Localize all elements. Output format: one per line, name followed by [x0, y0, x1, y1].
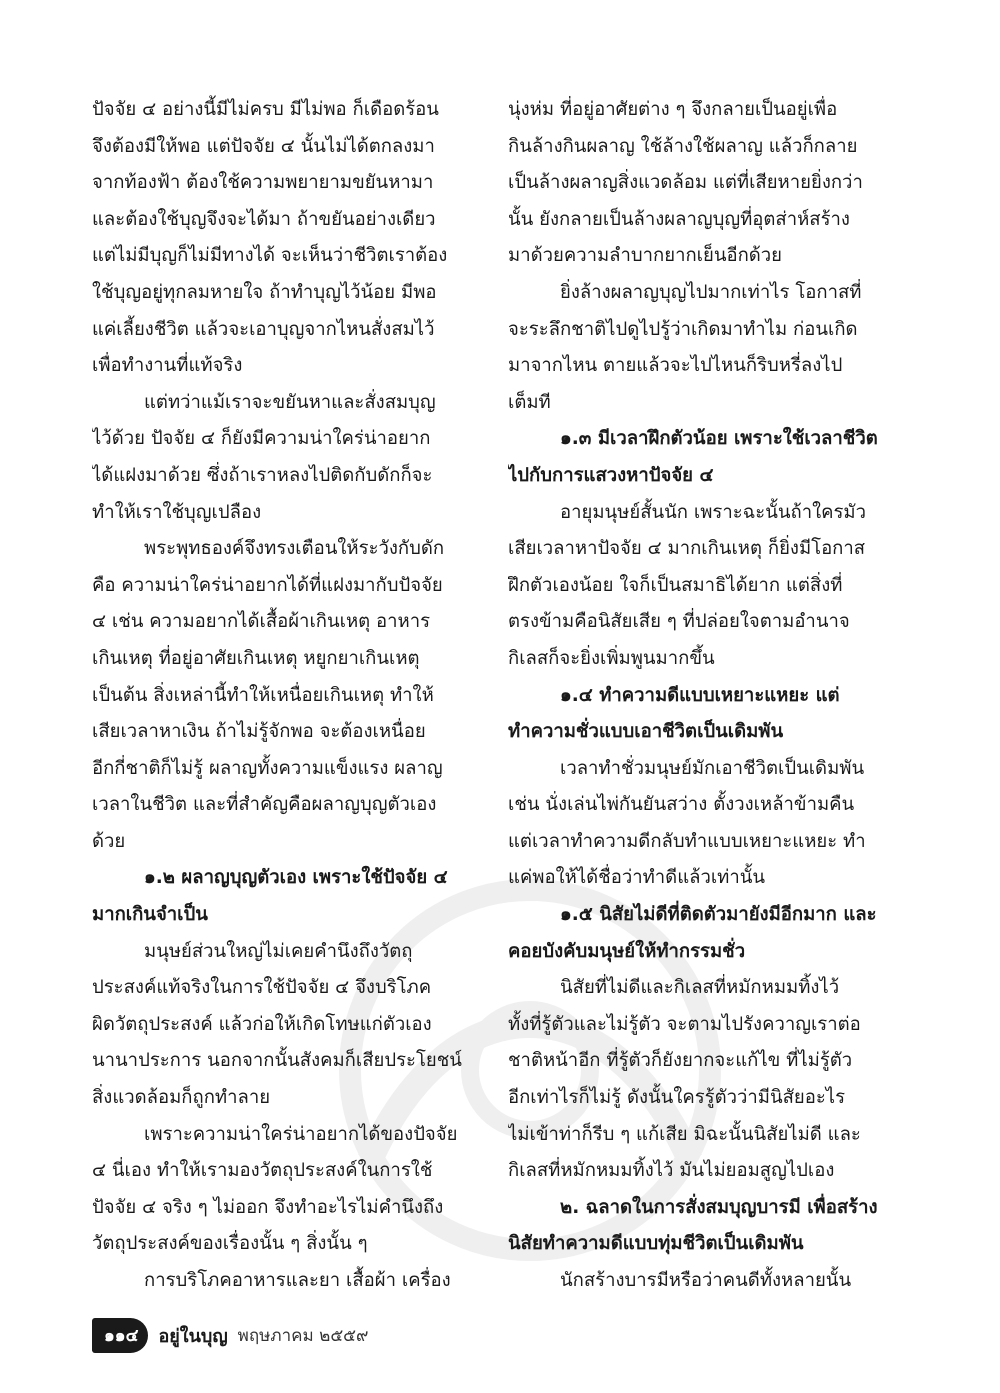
text-line: ปัจจัย ๔ จริง ๆ ไม่ออก จึงทำอะไรไม่คำนึงถึง	[92, 1196, 444, 1218]
text-line: สิ่งแวดล้อมก็ถูกทำลาย	[92, 1087, 271, 1109]
section-heading-line: ทำความชั่วแบบเอาชีวิตเป็นเดิมพัน	[508, 721, 784, 743]
text-line: อีกเท่าไรก็ไม่รู้ ดังนั้นใครรู้ตัวว่ามีนิสัยอะไร	[508, 1087, 846, 1109]
text-line: เกินเหตุ ที่อยู่อาศัยเกินเหตุ หยูกยาเกินเหตุ	[92, 647, 420, 669]
text-line: ไว้ด้วย ปัจจัย ๔ ก็ยังมีความน่าใคร่น่าอยาก	[92, 428, 431, 450]
right-column	[508, 92, 890, 1300]
text-line: แค่พอให้ได้ชื่อว่าทำดีแล้วเท่านั้น	[508, 867, 766, 889]
text-line: ได้แฝงมาด้วย ซึ่งถ้าเราหลงไปติดกับดักก็จะ	[92, 464, 433, 486]
text-line: แค่เลี้ยงชีวิต แล้วจะเอาบุญจากไหนสั่งสมไว้	[92, 318, 435, 340]
text-line: ด้วย	[92, 830, 126, 852]
section-heading-line: ๑.๓ มีเวลาฝึกตัวน้อย เพราะใช้เวลาชีวิต	[560, 428, 878, 450]
text-line: มาจากไหน ตายแล้วจะไปไหนก็ริบหรี่ลงไป	[508, 355, 843, 377]
section-heading-line: มากเกินจำเป็น	[92, 904, 208, 926]
section-heading-line: นิสัยทำความดีแบบทุ่มชีวิตเป็นเดิมพัน	[508, 1233, 804, 1255]
text-line: การบริโภคอาหารและยา เสื้อผ้า เครื่อง	[144, 1270, 451, 1291]
text-line: นักสร้างบารมีหรือว่าคนดีทั้งหลายนั้น	[560, 1270, 852, 1291]
text-line: ทั้งที่รู้ตัวและไม่รู้ตัว จะตามไปรังควาญเราต่อ	[508, 1013, 861, 1035]
text-line: พระพุทธองค์จึงทรงเตือนให้ระวังกับดัก	[144, 538, 445, 560]
text-line: จึงต้องมีให้พอ แต่ปัจจัย ๔ นั้นไม่ได้ตกลงมา	[92, 135, 435, 157]
text-line: ๔ นี่เอง ทำให้เรามองวัตถุประสงค์ในการใช้	[92, 1160, 433, 1182]
text-line: เวลาทำชั่วมนุษย์มักเอาชีวิตเป็นเดิมพัน	[560, 757, 865, 779]
text-line: ตรงข้ามคือนิสัยเสีย ๆ ที่ปล่อยใจตามอำนาจ	[508, 611, 850, 633]
text-line: จากท้องฟ้า ต้องใช้ความพยายามขยันหามา	[92, 172, 434, 194]
text-line: อีกกี่ชาติก็ไม่รู้ ผลาญทั้งความแข็งแรง ผลาญ	[92, 757, 443, 779]
text-line: เพื่อทำงานที่แท้จริง	[92, 355, 243, 377]
section-heading-line: ๑.๔ ทำความดีแบบเหยาะแหยะ แต่	[560, 684, 840, 706]
magazine-title: อยู่ในบุญ	[158, 1325, 228, 1347]
text-line: มนุษย์ส่วนใหญ่ไม่เคยคำนึงถึงวัตถุ	[144, 940, 413, 962]
section-heading-line: ไปกับการแสวงหาปัจจัย ๔	[508, 464, 714, 486]
text-line: และต้องใช้บุญจึงจะได้มา ถ้าขยันอย่างเดียว	[92, 208, 436, 230]
text-line: กิเลสที่หมักหมมทิ้งไว้ มันไม่ยอมสูญไปเอง	[508, 1160, 835, 1182]
text-line: ฝึกตัวเองน้อย ใจก็เป็นสมาธิได้ยาก แต่สิ่งที่	[508, 574, 843, 596]
text-line: กินล้างกินผลาญ ใช้ล้างใช้ผลาญ แล้วก็กลาย	[508, 135, 858, 157]
text-line: เช่น นั่งเล่นไพ่กันยันสว่าง ตั้งวงเหล้าข้ามคืน	[508, 794, 855, 816]
text-line: แต่ทว่าแม้เราจะขยันหาและสั่งสมบุญ	[144, 391, 436, 413]
text-line: ยิ่งล้างผลาญบุญไปมากเท่าไร โอกาสที่	[560, 281, 862, 303]
text-line: เป็นต้น สิ่งเหล่านี้ทำให้เหนื่อยเกินเหตุ ทำให้	[92, 684, 434, 706]
text-line: นุ่งห่ม ที่อยู่อาศัยต่าง ๆ จึงกลายเป็นอยู่เพื่อ	[508, 99, 838, 120]
page-footer	[92, 1318, 369, 1352]
section-heading-line: ๑.๒ ผลาญบุญตัวเอง เพราะใช้ปัจจัย ๔	[144, 867, 448, 889]
text-line: ปัจจัย ๔ อย่างนี้มีไม่ครบ มีไม่พอ ก็เดือดร้อน	[92, 99, 439, 120]
text-line: ไม่เข้าท่าก็รีบ ๆ แก้เสีย มิฉะนั้นนิสัยไม่ดี และ	[508, 1123, 861, 1145]
text-line: แต่ไม่มีบุญก็ไม่มีทางได้ จะเห็นว่าชีวิตเราต้อง	[92, 245, 448, 267]
text-line: คือ ความน่าใคร่น่าอยากได้ที่แฝงมากับปัจจัย	[92, 574, 443, 596]
left-column	[92, 92, 474, 1300]
text-line: เต็มที	[508, 391, 551, 413]
text-line: มาด้วยความลำบากยากเย็นอีกด้วย	[508, 245, 783, 267]
text-line: วัตถุประสงค์ของเรื่องนั้น ๆ สิ่งนั้น ๆ	[92, 1233, 368, 1255]
text-line: เป็นล้างผลาญสิ่งแวดล้อม แต่ที่เสียหายยิ่งกว่า	[508, 172, 863, 194]
text-line: อายุมนุษย์สั้นนัก เพราะฉะนั้นถ้าใครมัว	[560, 501, 867, 523]
text-line: นิสัยที่ไม่ดีและกิเลสที่หมักหมมทิ้งไว้	[560, 977, 840, 999]
text-line: เสียเวลาหาเงิน ถ้าไม่รู้จักพอ จะต้องเหนื่อย	[92, 721, 426, 743]
text-line: ประสงค์แท้จริงในการใช้ปัจจัย ๔ จึงบริโภค	[92, 977, 432, 999]
text-line: นานาประการ นอกจากนั้นสังคมก็เสียประโยชน์	[92, 1050, 462, 1072]
text-line: เวลาในชีวิต และที่สำคัญคือผลาญบุญตัวเอง	[92, 794, 437, 816]
issue-date: พฤษภาคม ๒๕๕๙	[237, 1325, 369, 1346]
page-number: ๑๑๔	[92, 1318, 148, 1353]
text-line: ชาติหน้าอีก ที่รู้ตัวก็ยังยากจะแก้ไข ที่ไม่รู้ตัว	[508, 1050, 853, 1072]
text-line: เพราะความน่าใคร่น่าอยากได้ของปัจจัย	[144, 1123, 458, 1145]
text-line: กิเลสก็จะยิ่งเพิ่มพูนมากขึ้น	[508, 647, 715, 669]
text-line: ทำให้เราใช้บุญเปลือง	[92, 501, 262, 523]
text-line: นั้น ยังกลายเป็นล้างผลาญบุญที่อุตส่าห์สร้าง	[508, 208, 850, 230]
text-line: จะระลึกชาติไปดูไปรู้ว่าเกิดมาทำไม ก่อนเกิด	[508, 318, 858, 340]
text-line: แต่เวลาทำความดีกลับทำแบบเหยาะแหยะ ทำ	[508, 830, 866, 852]
section-heading-line: ๑.๕ นิสัยไม่ดีที่ติดตัวมายังมีอีกมาก และ	[560, 904, 877, 926]
section-heading-line: ๒. ฉลาดในการสั่งสมบุญบารมี เพื่อสร้าง	[560, 1196, 878, 1218]
text-line: เสียเวลาหาปัจจัย ๔ มากเกินเหตุ ก็ยิ่งมีโอกาส	[508, 538, 866, 560]
text-line: ๔ เช่น ความอยากได้เสื้อผ้าเกินเหตุ อาหาร	[92, 611, 431, 633]
text-line: ใช้บุญอยู่ทุกลมหายใจ ถ้าทำบุญไว้น้อย มีพอ	[92, 281, 437, 303]
text-line: ผิดวัตถุประสงค์ แล้วก่อให้เกิดโทษแก่ตัวเอง	[92, 1013, 432, 1035]
section-heading-line: คอยบังคับมนุษย์ให้ทำกรรมชั่ว	[508, 940, 746, 962]
